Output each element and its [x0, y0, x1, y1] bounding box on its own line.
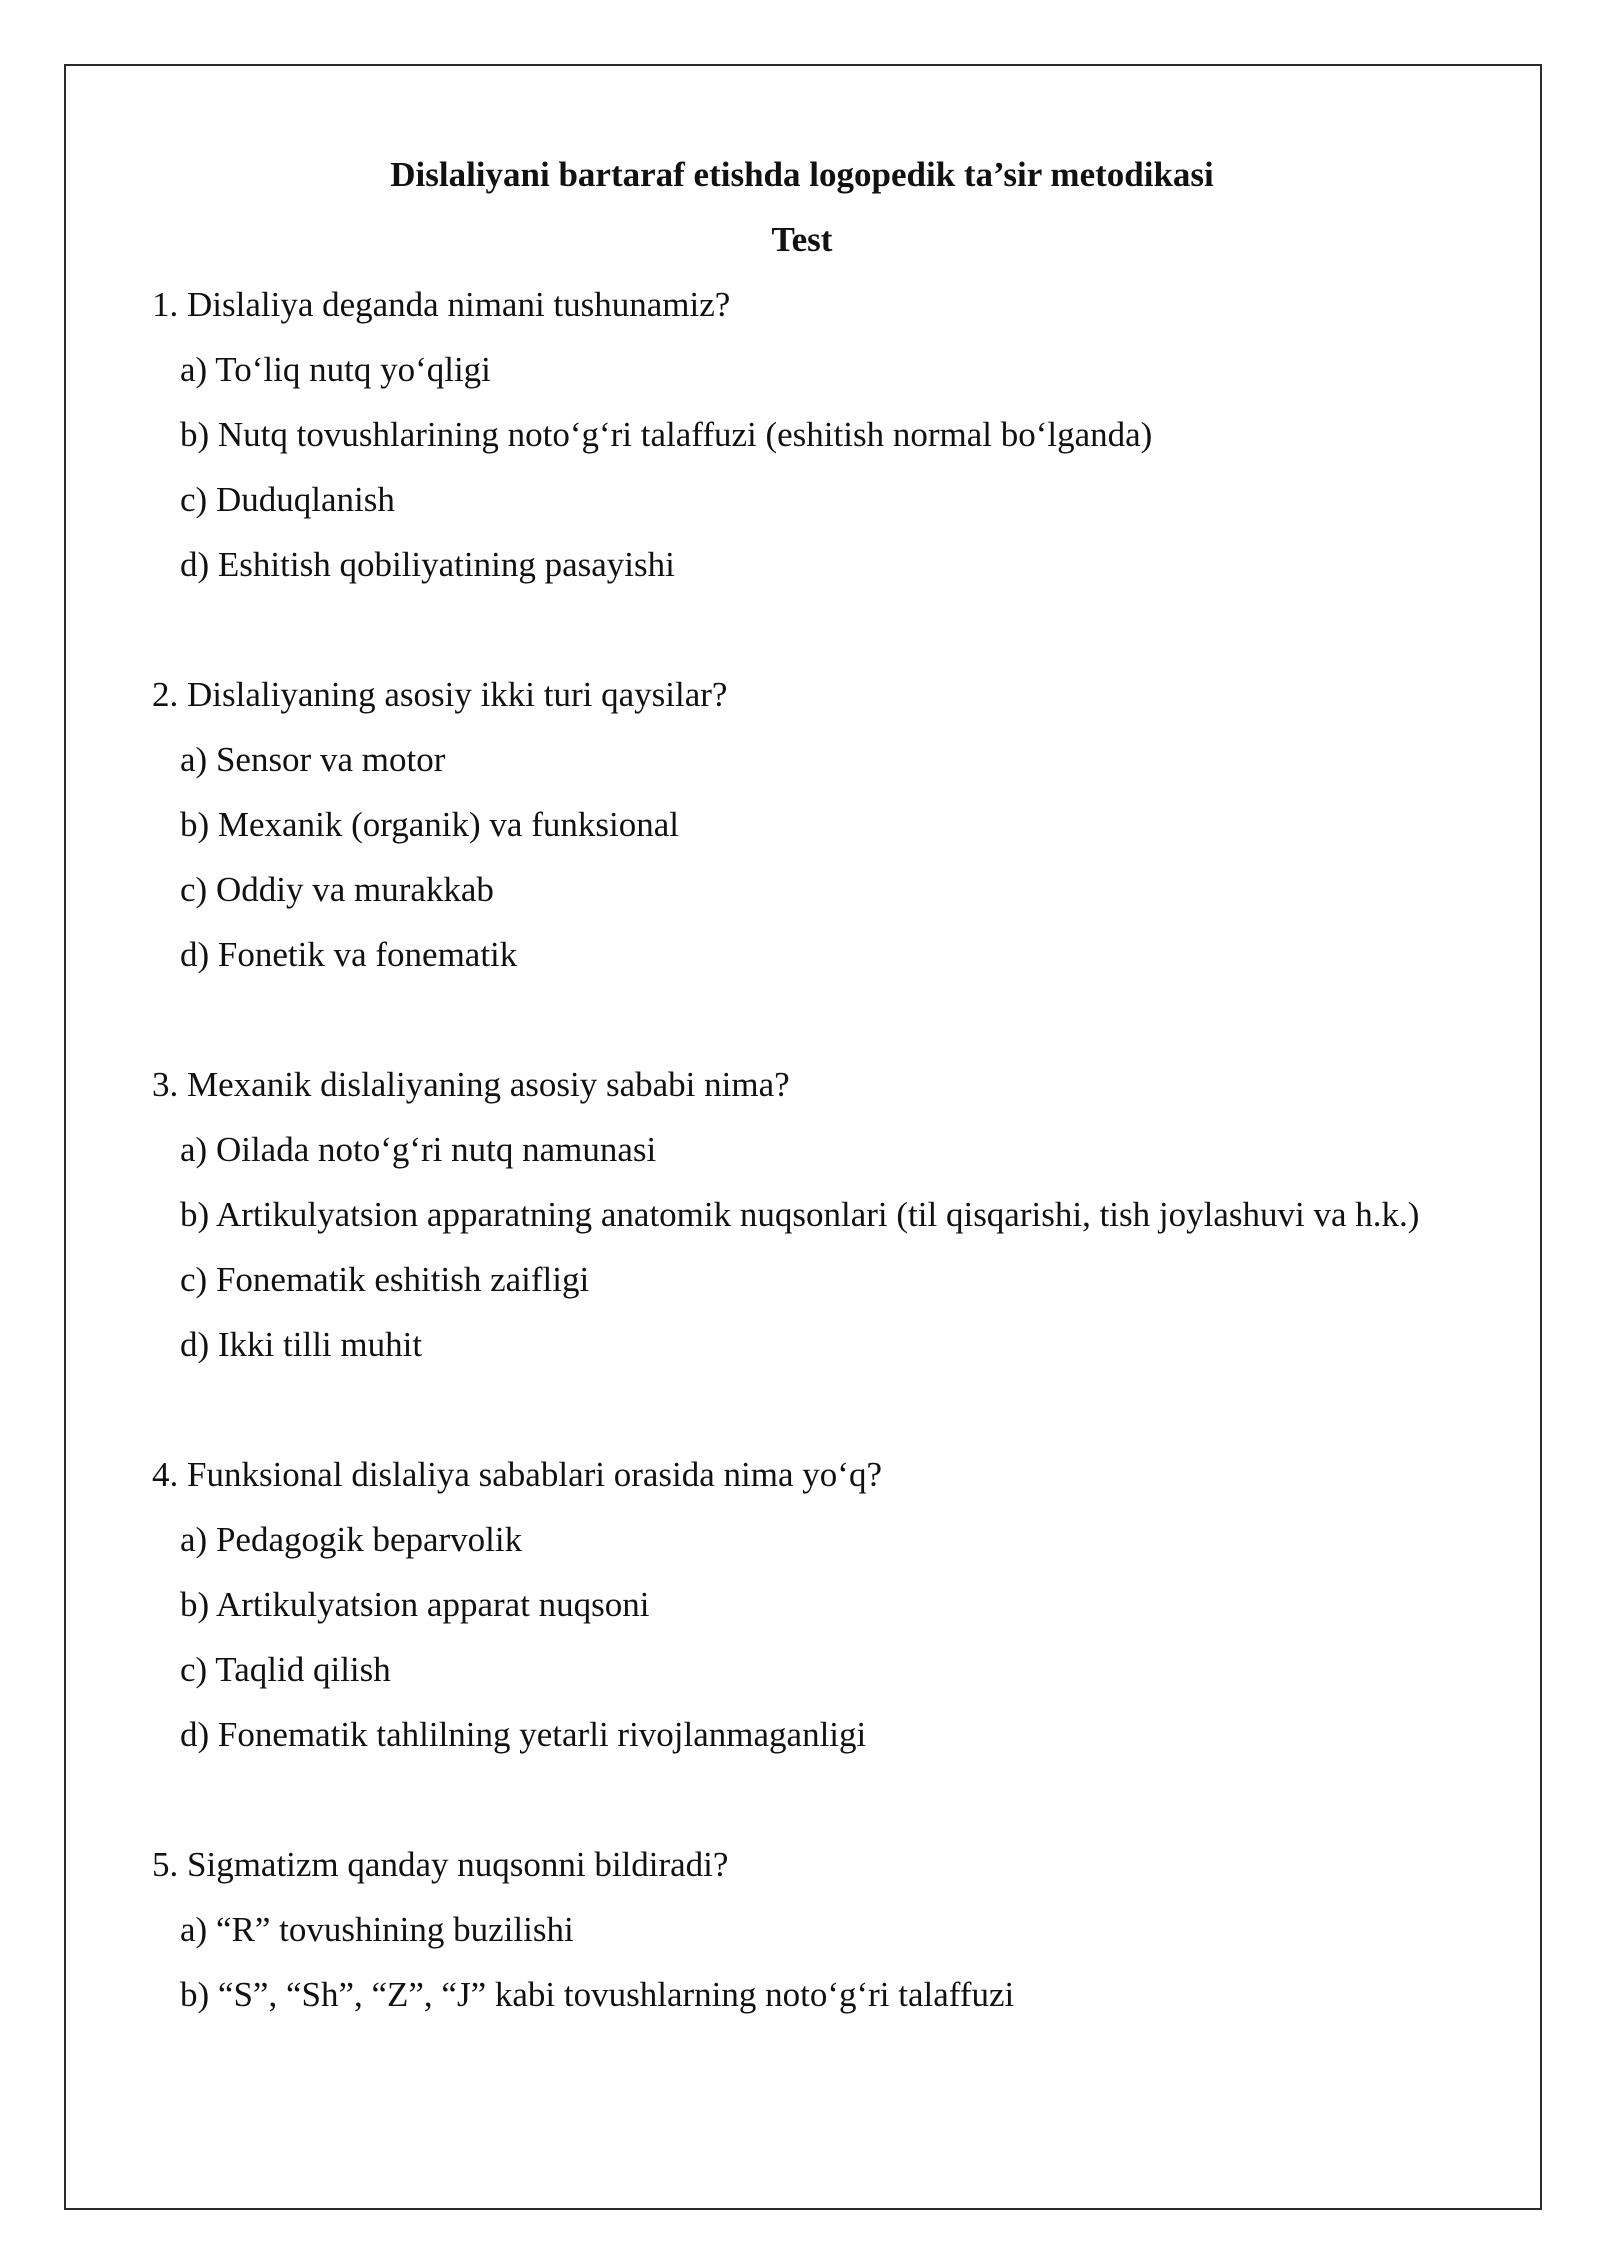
question-4 — [152, 1442, 1452, 1767]
document-title: Dislaliyani bartaraf etishda logopedik ta’sir metodikasi — [390, 155, 1214, 194]
answer-option: c) Oddiy va murakkab — [180, 870, 494, 909]
answer-option: a) “R” tovushining buzilishi — [180, 1910, 574, 1949]
answer-option: b) Artikulyatsion apparatning anatomik nuqsonlari (til qisqarishi, tish joylashuvi va h.k.) — [180, 1195, 1420, 1234]
answer-option: b) “S”, “Sh”, “Z”, “J” kabi tovushlarning noto‘g‘ri talaffuzi — [180, 1975, 1015, 2014]
question-2 — [152, 662, 1452, 987]
question-5 — [152, 1832, 1452, 2027]
answer-option: a) Sensor va motor — [180, 740, 446, 779]
question-text: 5. Sigmatizm qanday nuqsonni bildiradi? — [152, 1845, 729, 1884]
answer-option: a) Oilada noto‘g‘ri nutq namunasi — [180, 1130, 657, 1169]
question-text: 1. Dislaliya deganda nimani tushunamiz? — [152, 285, 731, 324]
question-1 — [152, 272, 1452, 597]
question-text: 2. Dislaliyaning asosiy ikki turi qaysilar? — [152, 675, 728, 714]
answer-option: c) Fonematik eshitish zaifligi — [180, 1260, 590, 1299]
answer-option: b) Mexanik (organik) va funksional — [180, 805, 679, 844]
answer-option: a) Pedagogik beparvolik — [180, 1520, 523, 1559]
spacer — [152, 1377, 1452, 1442]
spacer — [152, 987, 1452, 1052]
answer-option: b) Artikulyatsion apparat nuqsoni — [180, 1585, 650, 1624]
spacer — [152, 597, 1452, 662]
spacer — [152, 1767, 1452, 1832]
answer-option: d) Eshitish qobiliyatining pasayishi — [180, 545, 675, 584]
document-body — [152, 142, 1452, 2027]
answer-option: b) Nutq tovushlarining noto‘g‘ri talaffuzi (eshitish normal bo‘lganda) — [180, 415, 1153, 454]
answer-option: c) Taqlid qilish — [180, 1650, 391, 1689]
answer-option: d) Fonetik va fonematik — [180, 935, 518, 974]
answer-option: d) Ikki tilli muhit — [180, 1325, 423, 1364]
answer-option: a) To‘liq nutq yo‘qligi — [180, 350, 491, 389]
question-text: 3. Mexanik dislaliyaning asosiy sababi nima? — [152, 1065, 790, 1104]
answer-option: c) Duduqlanish — [180, 480, 395, 519]
question-text: 4. Funksional dislaliya sabablari orasida nima yo‘q? — [152, 1455, 882, 1494]
answer-option: d) Fonematik tahlilning yetarli rivojlanmaganligi — [180, 1715, 867, 1754]
document-subtitle: Test — [771, 220, 833, 259]
question-3 — [152, 1052, 1452, 1377]
